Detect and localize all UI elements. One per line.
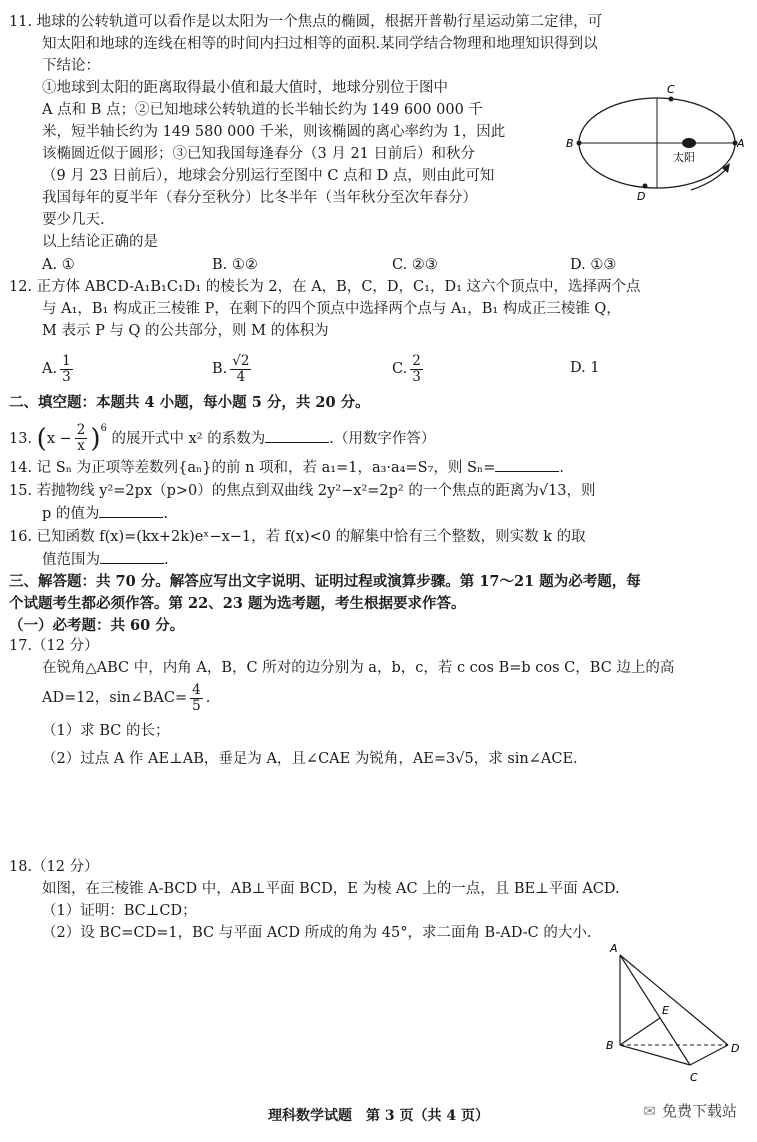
q12-option-c-num: 2: [412, 352, 421, 369]
q11-line-3: 下结论：: [42, 58, 100, 74]
q16-line-1: 16. 已知函数 f(x)=(kx+2k)eˣ−x−1，若 f(x)<0 的解集中恰有三个整数，则实数 k 的取: [9, 529, 586, 545]
q11-line-8: （9 月 23 日前后），地球会分别运行至图中 C 点和 D 点，则由此可知: [42, 168, 495, 184]
q15-line-2: [42, 503, 168, 524]
label-a: A: [737, 137, 745, 150]
q13-frac-den: x: [77, 438, 85, 455]
q18-line-1: 如图，在三棱锥 A-BCD 中，AB⊥平面 BCD，E 为棱 AC 上的一点，且 BE⊥平面 ACD.: [42, 881, 620, 897]
q13-answer-blank[interactable]: [265, 428, 329, 443]
q12-option-c-label: C.: [392, 361, 408, 377]
q13-paren-close: ): [90, 423, 101, 454]
q12-option-b-num: √2: [232, 352, 250, 369]
q12-line-1: 12. 正方体 ABCD-A₁B₁C₁D₁ 的棱长为 2，在 A，B，C，D，C₁，D₁ 这六个顶点中，选择两个点: [9, 279, 641, 295]
q12-line-2: 与 A₁，B₁ 构成正三棱锥 P，在剩下的四个顶点中选择两个点与 A₁，B₁ 构成正三棱锥 Q，: [42, 301, 621, 317]
direction-arrow: [691, 168, 727, 190]
tetrahedron-diagram: [598, 940, 748, 1092]
section3-required: （一）必考题：共 60 分。: [9, 617, 185, 634]
q14-answer-blank[interactable]: [495, 457, 559, 472]
q13-number: 13.: [9, 430, 33, 447]
q14-text: 14. 记 Sₙ 为正项等差数列{aₙ}的前 n 项和，若 a₁=1，a₃·a₄=S₇，则 Sₙ=: [9, 460, 496, 476]
label-d: D: [731, 1042, 740, 1055]
q15-line2-text: p 的值为: [42, 506, 100, 522]
q11-line-1: 11. 地球的公转轨道可以看作是以太阳为一个焦点的椭圆，根据开普勒行星运动第二定律，可: [9, 14, 603, 30]
label-e: E: [662, 1004, 669, 1017]
watermark: [643, 1101, 737, 1121]
q11-option-c: C. ②③: [392, 257, 438, 273]
q12-option-a: [42, 350, 76, 388]
q11-line-9: 我国每年的夏半年（春分至秋分）比冬半年（当年秋分至次年春分）: [42, 190, 477, 206]
q11-line-4: ①地球到太阳的距离取得最小值和最大值时，地球分别位于图中: [42, 80, 448, 96]
page-footer: 理科数学试题 第 3 页（共 4 页）: [268, 1108, 489, 1124]
q12-option-c-den: 3: [412, 368, 421, 385]
q17-part-1: （1）求 BC 的长；: [42, 723, 170, 739]
q13-frac-num: 2: [76, 422, 86, 439]
segment-be: [620, 1018, 660, 1045]
q12-option-a-den: 3: [62, 368, 71, 385]
q11-line-6: 米，短半轴长约为 149 580 000 千米，则该椭圆的离心率约为 1，因此: [42, 124, 506, 140]
wechat-icon: ✉: [643, 1102, 656, 1120]
section2-heading: 二、填空题：本题共 4 小题，每小题 5 分，共 20 分。: [9, 394, 370, 411]
q12-option-b-label: B.: [212, 361, 228, 377]
q12-option-c: [392, 350, 426, 388]
q15-answer-blank[interactable]: [99, 503, 163, 518]
q16-answer-blank[interactable]: [100, 549, 164, 564]
q11-line-5: A 点和 B 点；②已知地球公转轨道的长半轴长约为 149 600 000 千: [42, 102, 483, 118]
sun-dot: [682, 138, 696, 148]
q14-suffix: .: [559, 460, 564, 476]
orbit-diagram: [565, 80, 755, 205]
q17-part-2: （2）过点 A 作 AE⊥AB，垂足为 A，且∠CAE 为锐角，AE=3√5，求 sin∠ACE.: [42, 751, 578, 767]
q11-option-b: B. ①②: [212, 257, 258, 273]
q11-line-2: 知太阳和地球的连线在相等的时间内扫过相等的面积.某同学结合物理和地理知识得到以: [42, 36, 598, 52]
q12-option-a-fraction: [60, 354, 73, 385]
q17-frac-num: 4: [192, 681, 201, 698]
q16-suffix: .: [164, 552, 169, 568]
q12-option-c-fraction: [410, 354, 423, 385]
q13-fraction: [75, 423, 88, 454]
q11-option-a: A. ①: [42, 257, 75, 273]
q17-line2-suffix: .: [205, 690, 211, 706]
label-c: C: [690, 1071, 698, 1084]
q13-suffix: .（用数字作答）: [329, 430, 436, 447]
q12-option-b: [212, 350, 254, 388]
label-a: A: [610, 942, 618, 955]
q16-line-2: [42, 549, 169, 570]
q12-option-a-num: 1: [62, 352, 71, 369]
q12-option-b-fraction: [230, 354, 251, 385]
q18-part-2: （2）设 BC=CD=1，BC 与平面 ACD 所成的角为 45°，求二面角 B-AD-C 的大小.: [42, 925, 592, 941]
label-b: B: [606, 1039, 614, 1052]
q16-line2-text: 值范围为: [42, 552, 100, 568]
q17-line-2: [42, 680, 210, 716]
label-sun: 太阳: [673, 151, 695, 164]
q13-paren-open: (: [36, 423, 47, 454]
point-b: [577, 141, 582, 146]
q14-line: [9, 457, 564, 478]
point-c: [669, 97, 674, 102]
q17-header: 17.（12 分）: [9, 638, 99, 654]
q12-option-b-den: 4: [236, 368, 246, 385]
edge-ad: [620, 955, 728, 1045]
q15-line-1: 15. 若抛物线 y²=2px（p>0）的焦点到双曲线 2y²−x²=2p² 的一个焦点的距离为√13，则: [9, 483, 596, 499]
section3-heading-2: 个试题考生都必须作答。第 22、23 题为选考题，考生根据要求作答。: [9, 595, 466, 612]
label-b: B: [566, 137, 574, 150]
q17-fraction: [190, 683, 203, 714]
label-c: C: [667, 83, 675, 96]
q17-frac-den: 5: [192, 697, 201, 714]
q11-line-10: 要少几天.: [42, 212, 105, 228]
point-d: [643, 184, 648, 189]
q18-part-1: （1）证明：BC⊥CD；: [42, 903, 197, 919]
q18-header: 18.（12 分）: [9, 859, 99, 875]
q13-x: x −: [46, 430, 72, 447]
q12-option-d: D. 1: [570, 360, 600, 376]
label-d: D: [637, 190, 646, 203]
q15-suffix: .: [163, 506, 169, 522]
q11-line-7: 该椭圆近似于圆形；③已知我国每逢春分（3 月 21 日前后）和秋分: [42, 146, 476, 162]
q13-text: 的展开式中 x² 的系数为: [106, 430, 266, 447]
edge-cd: [690, 1045, 728, 1065]
q11-option-d: D. ①③: [570, 257, 617, 273]
q12-option-a-label: A.: [42, 361, 58, 377]
q13-line: [9, 418, 436, 455]
q13-power: 6: [100, 423, 107, 434]
q12-line-3: M 表示 P 与 Q 的公共部分，则 M 的体积为: [42, 323, 329, 339]
q17-line-1: 在锐角△ABC 中，内角 A，B，C 所对的边分别为 a，b，c，若 c cos B=b cos C，BC 边上的高: [42, 660, 675, 676]
q11-line-11: 以上结论正确的是: [42, 234, 158, 250]
section3-heading-1: 三、解答题：共 70 分。解答应写出文字说明、证明过程或演算步骤。第 17～21 题为必考题，每: [9, 573, 641, 590]
q17-line2-prefix: AD=12，sin∠BAC=: [42, 690, 188, 706]
watermark-text: 免费下载站: [661, 1102, 737, 1120]
